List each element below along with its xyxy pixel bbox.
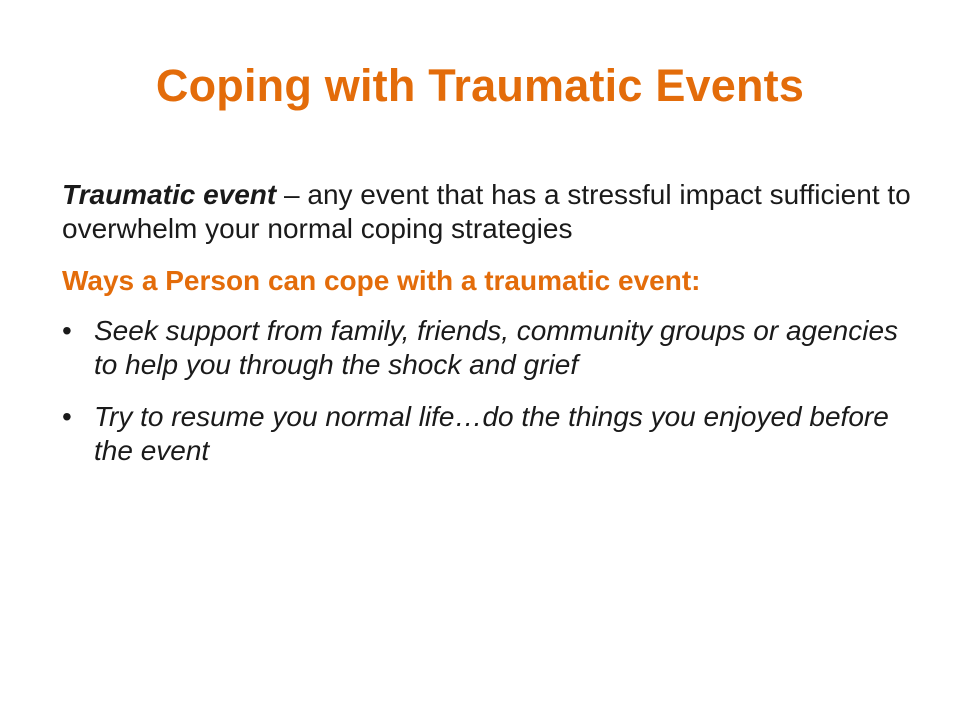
slide-content [62,178,912,486]
coping-bullet-list [62,314,912,468]
list-item [62,314,912,382]
definition-term: Traumatic event [62,179,277,210]
bullet-text: Seek support from family, friends, community groups or agencies to help you through the shock and grief [94,315,899,380]
slide-title: Coping with Traumatic Events [155,60,805,111]
list-item [62,400,912,468]
bullet-text: Try to resume you normal life…do the things you enjoyed before the event [94,401,889,466]
bullet-icon: • [62,401,72,432]
bullet-icon: • [62,315,72,346]
definition-paragraph [62,178,912,246]
definition-text: – any event that has a stressful impact sufficient to overwhelm your normal coping strategies [62,179,911,244]
coping-subheading: Ways a Person can cope with a traumatic event: [62,265,701,296]
